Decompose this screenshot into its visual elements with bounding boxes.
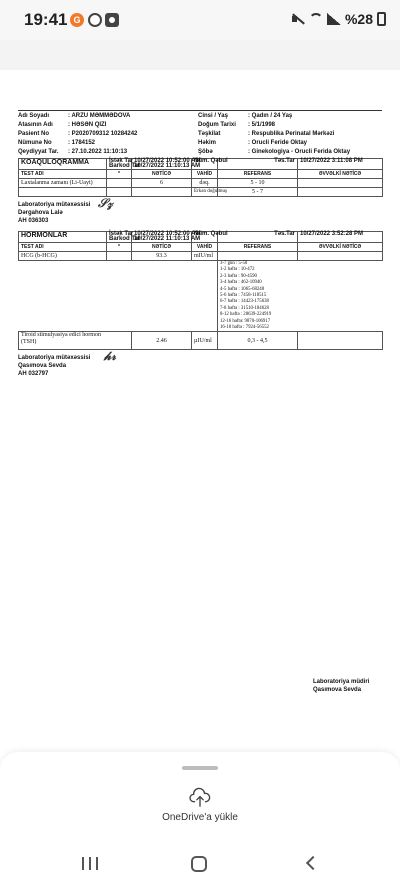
status-bar — [0, 0, 400, 40]
col-ref: REFERANS — [218, 243, 298, 252]
test-name: Laxtalanma zamanı (Li-Uayt) — [19, 179, 107, 188]
note-value: 5 - 7 — [218, 188, 298, 197]
patient-no: : P2020709312 10284242 — [68, 131, 138, 137]
test-unit: dəq. — [192, 179, 218, 188]
col-prev: ƏVVƏLKİ NƏTİCƏ — [298, 170, 383, 179]
back-icon — [306, 856, 320, 870]
label-gender: Cinsi / Yaş — [198, 113, 228, 119]
director-title: Laboratoriya müdiri — [313, 679, 370, 685]
list-item: 5-6 həftə : 7458-118515 — [220, 293, 267, 299]
patient-gender: : Qadın / 24 Yaş — [248, 113, 293, 119]
tsh-table — [18, 331, 383, 350]
test-result: 6 — [132, 179, 192, 188]
battery-icon — [377, 12, 386, 26]
handwritten-signature-2: 𝒽𝓇 — [104, 349, 116, 364]
battery-level: %28 — [344, 11, 373, 27]
signature-block-1 — [18, 196, 382, 225]
label-dept: Şöbə — [198, 149, 213, 155]
patient-birth: : 5/1/1998 — [248, 122, 276, 128]
director-name: Qasımova Sevda — [313, 687, 362, 693]
signer-title: Laboratoriya mütəxəssisi — [18, 355, 91, 362]
table-row — [19, 179, 383, 188]
barcode-date: 10/27/2022 11:10:13 AM — [134, 163, 201, 169]
label-doctor: Həkim — [198, 140, 217, 146]
signer-title: Laboratoriya mütəxəssisi — [18, 202, 91, 208]
notification-camera-icon — [105, 13, 119, 27]
handwritten-signature-1: 𝒮𝓏 — [98, 196, 113, 210]
lab-director — [313, 678, 369, 694]
col-flag: * — [107, 243, 132, 252]
test-ref: 0,3 - 4,5 — [218, 332, 298, 350]
onedrive-upload-button[interactable]: OneDrive'a yükle — [162, 812, 238, 823]
hormones-table — [18, 231, 383, 261]
list-item: 3-7 gün : 5-50 — [220, 261, 248, 266]
col-result: NƏTİCƏ — [132, 170, 192, 179]
list-item: 12-16 həftə: 9870-106917 — [220, 318, 271, 324]
status-indicators — [291, 11, 386, 27]
accept-label: Nüm. Qəbul — [192, 232, 218, 243]
list-item: 16-18 həftə : 7924-56552 — [220, 325, 269, 331]
patient-info — [18, 110, 382, 156]
result-date-label: Təs.Tar — [218, 232, 298, 243]
hcg-reference-list — [217, 261, 382, 331]
barcode-date-label: Barkod Tar — [109, 163, 141, 169]
test-result: 2.46 — [132, 332, 192, 350]
bottom-sheet — [0, 752, 400, 840]
col-test: TEST ADI — [19, 170, 107, 179]
wifi-icon — [309, 13, 323, 25]
result-date: 10/27/2022 3:11:08 PM — [298, 159, 383, 170]
list-item: 2-3 həftə : 90-4590 — [220, 273, 257, 279]
notification-settings-icon — [88, 13, 102, 27]
navigation-bar — [0, 840, 400, 888]
signature-block-2 — [18, 349, 382, 378]
barcode-date-label: Barkod Tar — [109, 236, 141, 242]
patient-dept: : Ginekologiya - Orucli Ferida Oktay — [248, 149, 351, 155]
coagulogram-table — [18, 158, 383, 197]
label-father: Atasının Adı — [18, 122, 53, 128]
patient-father: : HƏSƏN QIZI — [68, 122, 107, 128]
request-date-label: İstək Tar — [109, 231, 134, 237]
request-date-label: İstək Tar — [109, 158, 134, 164]
signer-name: Qasımova Sevda — [18, 363, 67, 370]
label-patient-no: Pasient No — [18, 131, 50, 137]
patient-doctor: : Orucli Feride Oktay — [248, 140, 308, 146]
table-row — [19, 332, 383, 350]
col-flag: * — [107, 170, 132, 179]
test-result: 93.3 — [132, 252, 192, 261]
list-item: 6-7 həftə : 14423-175638 — [220, 299, 269, 305]
cloud-upload-icon[interactable] — [189, 788, 211, 808]
notification-app-icon: G — [70, 13, 84, 27]
request-date: 10/27/2022 10:52:00 AM — [134, 158, 201, 164]
reg-date: : 27.10.2022 11:10:13 — [68, 149, 128, 155]
list-item: 7-8 həftə : 31510-184628 — [220, 305, 269, 311]
recent-apps-icon — [82, 857, 84, 870]
list-item: 4-5 həftə : 1065-68248 — [220, 286, 265, 292]
test-unit: µIU/ml — [192, 332, 218, 350]
patient-org: : Respublika Perinatal Mərkəzi — [248, 131, 335, 137]
section-title: HORMONLAR — [19, 232, 107, 243]
list-item: 1-2 həftə : 10-472 — [220, 267, 255, 273]
table-row — [19, 188, 383, 197]
test-name: Tiroid stimulyasiya edici hormon — [21, 332, 101, 339]
signer-id: AH 036303 — [18, 218, 49, 224]
col-ref: REFERANS — [218, 170, 298, 179]
label-birth: Doğum Tarixi — [198, 122, 236, 128]
home-icon — [191, 856, 207, 872]
home-button[interactable] — [188, 854, 212, 874]
sheet-drag-handle[interactable] — [182, 766, 218, 770]
test-name-abbr: (TSH) — [21, 339, 37, 346]
test-unit: mIU/ml — [192, 252, 218, 261]
result-date: 10/27/2022 3:52:28 PM — [298, 232, 383, 243]
col-unit: VAHİD — [192, 243, 218, 252]
label-reg-date: Qeydiyyat Tar. — [18, 149, 59, 155]
label-org: Təşkilat — [198, 131, 221, 137]
note-label: Erkən doğulmuş — [192, 188, 218, 197]
col-result: NƏTİCƏ — [132, 243, 192, 252]
col-test: TEST ADI — [19, 243, 107, 252]
list-item: 3-4 həftə : 462-10940 — [220, 280, 262, 286]
table-row — [19, 252, 383, 261]
status-time: 19:41 — [24, 10, 68, 29]
request-date: 10/27/2022 10:52:00 AM — [134, 231, 201, 237]
col-unit: VAHİD — [192, 170, 218, 179]
mute-icon — [291, 13, 305, 25]
signal-icon — [327, 13, 341, 25]
barcode-date: 10/27/2022 11:10:13 AM — [134, 236, 201, 242]
test-name: HCG (b-HCG) — [19, 252, 107, 261]
col-prev: ƏVVƏLKİ NƏTİCƏ — [298, 243, 383, 252]
patient-name: : ARZU MƏMMƏDOVA — [68, 113, 131, 119]
result-date-label: Təs.Tar — [218, 159, 298, 170]
back-button[interactable] — [300, 854, 324, 874]
recent-apps-button[interactable] — [78, 854, 102, 874]
signer-id: AH 032797 — [18, 371, 49, 378]
section-title: KOAQULOQRAMMA — [19, 159, 107, 170]
signer-name: Dərgahova Lalə — [18, 210, 63, 216]
label-sample-no: Nümunə No — [18, 140, 52, 146]
test-ref: 5 - 10 — [218, 179, 298, 188]
list-item: 8-12 həftə : 28639-224919 — [220, 312, 272, 318]
accept-label: Nüm. Qəbul — [192, 159, 218, 170]
sample-no: : 1784152 — [68, 140, 96, 146]
label-name: Adı Soyadı — [18, 113, 50, 119]
lab-report — [18, 110, 382, 378]
